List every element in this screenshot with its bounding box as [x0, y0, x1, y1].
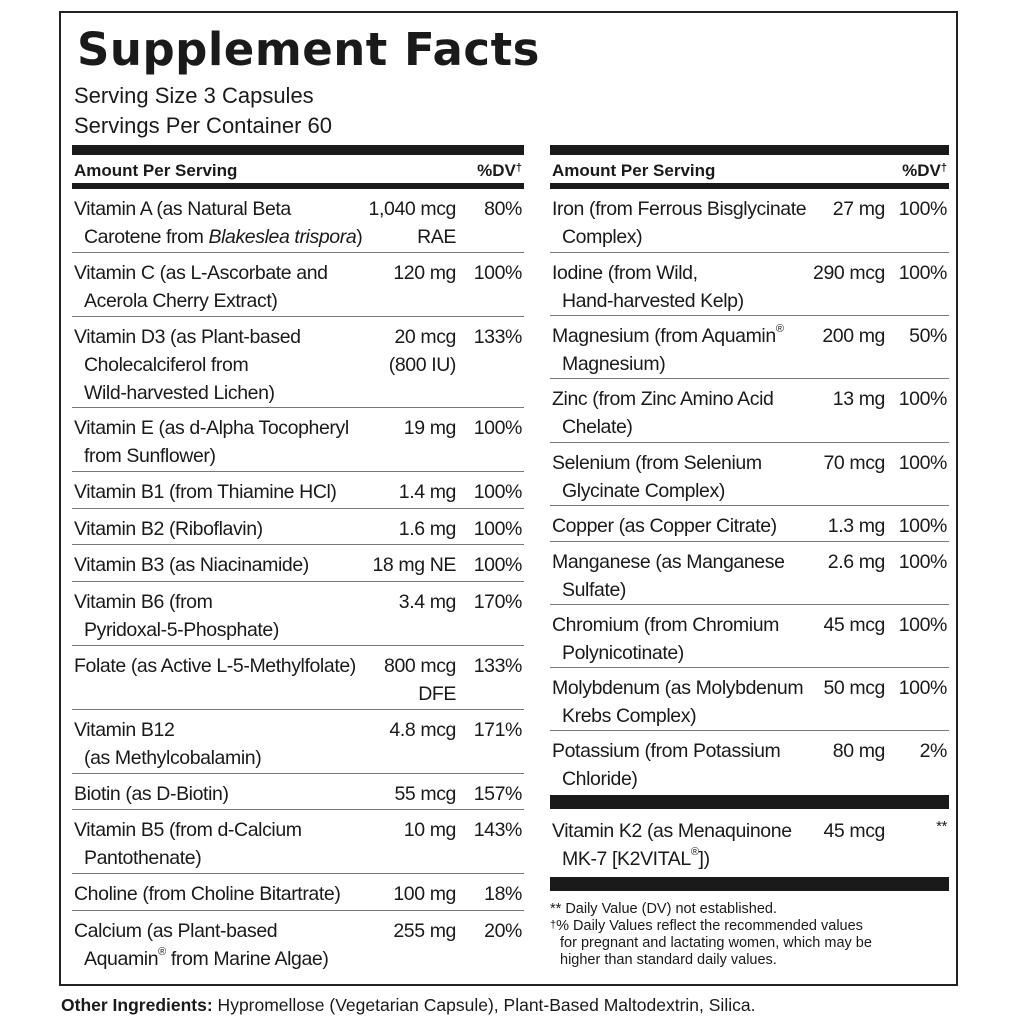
nutrient-row [550, 253, 949, 316]
thick-divider [550, 145, 949, 155]
nutrient-name: Biotin (as D-Biotin) [74, 783, 229, 805]
nutrient-dv: 100% [898, 262, 947, 284]
nutrient-amount: 1,040 mcg RAE [368, 198, 456, 248]
dv-header: %DV† [902, 161, 947, 180]
nutrient-name: Vitamin D3 (as Plant-based Cholecalciferol from Wild-harvested Lichen) [74, 326, 301, 404]
nutrient-row [550, 379, 949, 443]
nutrient-name: Vitamin B5 (from d-Calcium Pantothenate) [74, 819, 302, 869]
nutrient-dv: 100% [473, 518, 522, 540]
nutrient-dv: 133% [473, 326, 522, 348]
nutrient-amount: 19 mg [403, 417, 456, 439]
nutrient-row [72, 911, 524, 975]
amount-header: Amount Per Serving [552, 161, 716, 180]
thick-divider [72, 145, 524, 155]
nutrient-row [550, 809, 949, 877]
nutrient-dv: 100% [898, 677, 947, 699]
nutrient-amount: 800 mcg DFE [384, 655, 456, 705]
nutrient-dv: 2% [919, 740, 947, 762]
nutrient-amount: 10 mg [403, 819, 456, 841]
nutrient-dv: 18% [484, 883, 522, 905]
nutrient-dv: 50% [909, 325, 947, 347]
nutrient-name: Vitamin B3 (as Niacinamide) [74, 554, 309, 576]
nutrient-name: Vitamin B1 (from Thiamine HCl) [74, 481, 337, 503]
nutrient-name: Copper (as Copper Citrate) [552, 515, 777, 537]
amount-header: Amount Per Serving [74, 161, 238, 180]
nutrient-name: Iron (from Ferrous Bisglycinate Complex) [552, 198, 807, 248]
nutrient-amount: 18 mg NE [372, 554, 456, 576]
nutrient-row [72, 810, 524, 874]
nutrient-dv: 100% [473, 262, 522, 284]
nutrient-amount: 1.4 mg [398, 481, 456, 503]
servings-per-container: Servings Per Container 60 [74, 113, 333, 138]
serving-size: Serving Size 3 Capsules [74, 83, 314, 108]
nutrient-name: Vitamin B12 (as Methylcobalamin) [74, 719, 262, 769]
column-header [550, 155, 949, 183]
nutrient-amount: 2.6 mg [827, 551, 885, 573]
nutrient-amount: 1.6 mg [398, 518, 456, 540]
nutrient-dv: 20% [484, 920, 522, 942]
nutrient-row [72, 646, 524, 710]
column-header [72, 155, 524, 183]
nutrient-dv: 100% [473, 417, 522, 439]
nutrient-row [72, 582, 524, 646]
nutrient-amount: 80 mg [832, 740, 885, 762]
supplement-facts-panel [59, 11, 958, 986]
nutrient-row [72, 472, 524, 509]
nutrient-name: Potassium (from Potassium Chloride) [552, 740, 781, 790]
nutrient-name: Magnesium (from Aquamin® Magnesium) [552, 323, 784, 375]
nutrient-name: Manganese (as Manganese Sulfate) [552, 551, 785, 601]
thick-divider [550, 795, 949, 809]
left-column [72, 145, 524, 975]
nutrient-name: Vitamin K2 (as Menaquinone MK-7 [K2VITAL®]) [552, 820, 792, 870]
nutrient-amount: 20 mcg (800 IU) [388, 326, 456, 376]
nutrient-name: Choline (from Choline Bitartrate) [74, 883, 341, 905]
nutrient-dv: 100% [898, 198, 947, 220]
nutrient-name: Vitamin B2 (Riboflavin) [74, 518, 263, 540]
nutrient-name: Iodine (from Wild, Hand-harvested Kelp) [552, 262, 744, 312]
nutrient-name: Chromium (from Chromium Polynicotinate) [552, 614, 779, 664]
panel-title: Supplement Facts [77, 23, 540, 76]
footnote-dv-pregnant: †% Daily Values reflect the recommended values for pregnant and lactating women, which may be higher than standard daily values. [550, 918, 872, 968]
nutrient-amount: 55 mcg [394, 783, 456, 805]
nutrient-dv: 133% [473, 655, 522, 677]
nutrient-name: Folate (as Active L-5-Methylfolate) [74, 655, 356, 677]
nutrient-amount: 120 mg [393, 262, 456, 284]
nutrient-row [72, 509, 524, 545]
nutrient-dv: 143% [473, 819, 522, 841]
nutrient-row [72, 189, 524, 253]
nutrient-amount: 45 mcg [823, 614, 885, 636]
nutrient-row [72, 408, 524, 472]
nutrient-dv: 100% [473, 554, 522, 576]
nutrient-name: Calcium (as Plant-based Aquamin® from Marine Algae) [74, 920, 329, 970]
nutrient-row [550, 316, 949, 379]
nutrient-amount: 4.8 mcg [389, 719, 456, 741]
nutrient-amount: 200 mg [822, 325, 885, 347]
other-ingredients: Other Ingredients: Hypromellose (Vegetarian Capsule), Plant-Based Maltodextrin, Silica. [61, 995, 756, 1015]
nutrient-name: Vitamin A (as Natural Beta Carotene from Blakeslea trispora) [74, 198, 363, 248]
nutrient-amount: 27 mg [832, 198, 885, 220]
nutrient-dv: 80% [484, 198, 522, 220]
nutrient-name: Vitamin B6 (from Pyridoxal-5-Phosphate) [74, 591, 279, 641]
nutrient-row [72, 774, 524, 810]
nutrient-dv: 170% [473, 591, 522, 613]
nutrient-amount: 70 mcg [823, 452, 885, 474]
nutrient-row [550, 189, 949, 253]
nutrient-row [550, 668, 949, 731]
footnotes [550, 901, 950, 969]
nutrient-dv: 100% [898, 614, 947, 636]
nutrient-dv: 157% [473, 783, 522, 805]
footnote-dv-not-established: ** Daily Value (DV) not established. [550, 901, 778, 917]
nutrient-row [72, 874, 524, 911]
nutrient-dv: 100% [898, 515, 947, 537]
nutrient-row [550, 443, 949, 506]
nutrient-amount: 50 mcg [823, 677, 885, 699]
nutrient-row [72, 317, 524, 408]
nutrient-amount: 3.4 mg [398, 591, 456, 613]
nutrient-amount: 1.3 mg [827, 515, 885, 537]
nutrient-amount: 255 mg [393, 920, 456, 942]
nutrient-amount: 13 mg [832, 388, 885, 410]
nutrient-amount: 290 mcg [813, 262, 885, 284]
nutrient-row [72, 545, 524, 582]
right-column [550, 145, 949, 891]
nutrient-row [72, 253, 524, 317]
nutrient-name: Selenium (from Selenium Glycinate Complex) [552, 452, 762, 502]
nutrient-dv: 100% [473, 481, 522, 503]
nutrient-name: Vitamin E (as d-Alpha Tocopheryl from Sunflower) [74, 417, 349, 467]
nutrient-dv: 100% [898, 388, 947, 410]
nutrient-amount: 100 mg [393, 883, 456, 905]
dv-header: %DV† [477, 161, 522, 180]
nutrient-row [550, 542, 949, 605]
nutrient-row [72, 710, 524, 774]
nutrient-row [550, 506, 949, 542]
nutrient-name: Vitamin C (as L-Ascorbate and Acerola Cherry Extract) [74, 262, 328, 312]
nutrient-name: Molybdenum (as Molybdenum Krebs Complex) [552, 677, 804, 727]
nutrient-row [550, 731, 949, 795]
nutrient-dv: 100% [898, 452, 947, 474]
thick-divider [550, 877, 949, 891]
nutrient-name: Zinc (from Zinc Amino Acid Chelate) [552, 388, 774, 438]
nutrient-dv: ** [936, 818, 947, 835]
nutrient-amount: 45 mcg [823, 820, 885, 842]
nutrient-row [550, 605, 949, 668]
nutrient-dv: 100% [898, 551, 947, 573]
nutrient-dv: 171% [473, 719, 522, 741]
